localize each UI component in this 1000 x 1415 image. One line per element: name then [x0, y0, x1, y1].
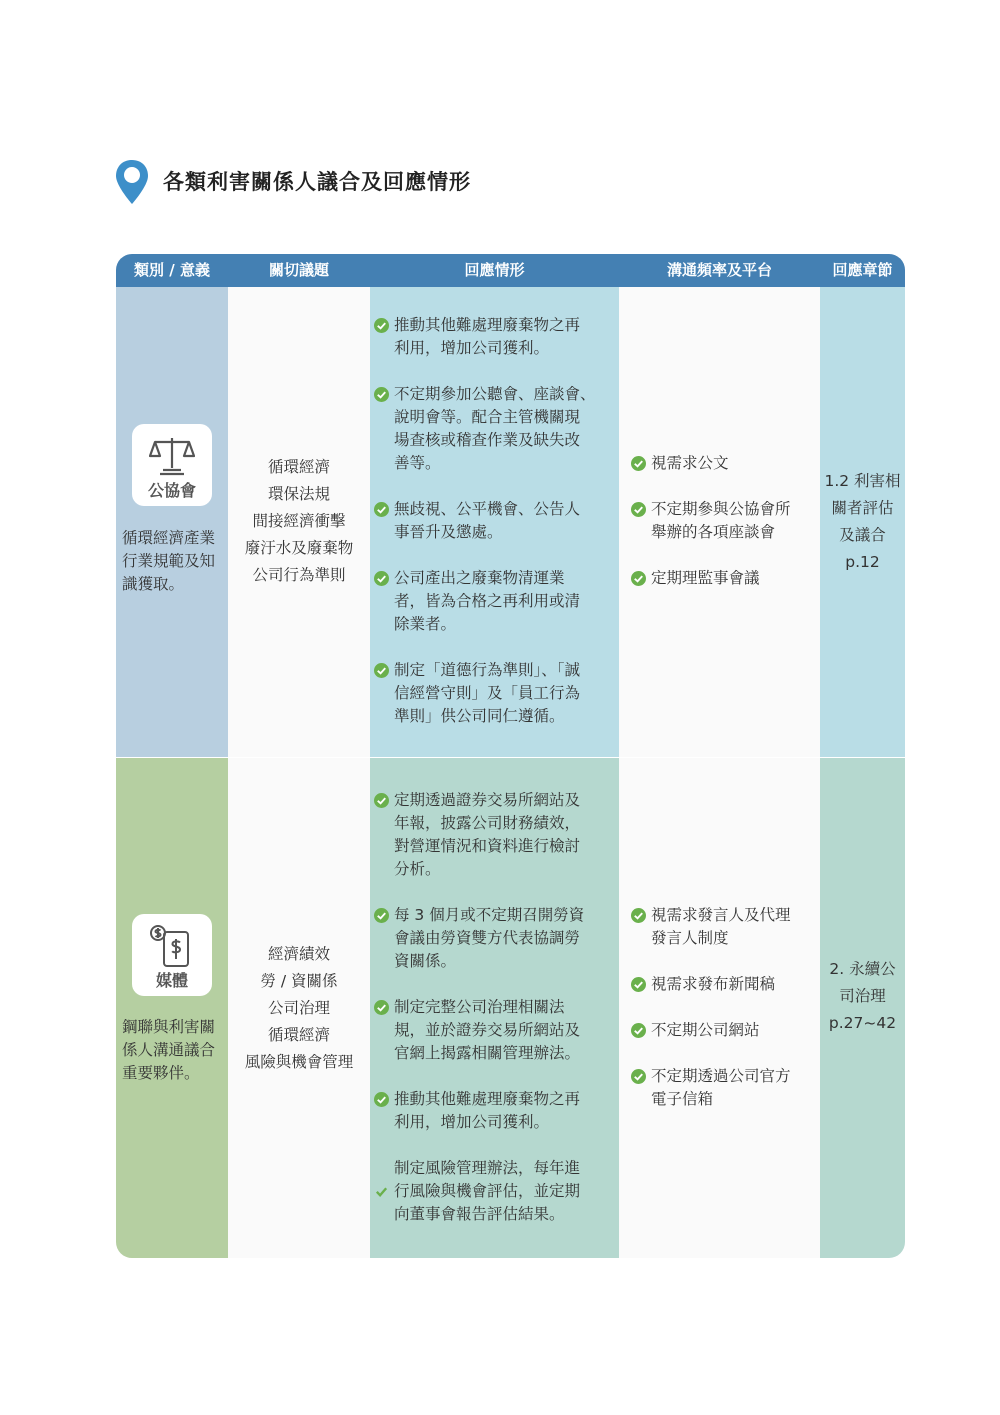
check-icon: [374, 793, 389, 808]
chapter-line: 司治理: [839, 987, 886, 1005]
check-icon: [374, 1092, 389, 1107]
platform-line: 視需求發布新聞稿: [651, 975, 776, 993]
check-icon: [631, 977, 646, 992]
response-line: 會議由勞資雙方代表協調勞: [394, 929, 581, 947]
response-line: 制定「道德行為準則」、「誠: [394, 661, 581, 679]
table-header: [116, 254, 905, 287]
response-line: 利用，增加公司獲利。: [394, 1113, 550, 1131]
response-line: 事晉升及懲處。: [394, 523, 503, 541]
platform-line: 不定期透過公司官方: [651, 1067, 791, 1085]
header-issues: 關切議題: [268, 261, 329, 279]
scale-icon: [149, 434, 195, 476]
category-badge: [132, 914, 212, 996]
category-meaning: [122, 1016, 228, 1085]
issues-cell: [228, 287, 370, 757]
issue-item: 經濟績效: [267, 945, 330, 963]
chapter-line: 1.2 利害相: [824, 472, 901, 490]
response-line: 推動其他難處理廢棄物之再: [394, 1090, 581, 1108]
response-line: 對營運情況和資料進行檢討: [394, 837, 581, 855]
check-icon: [631, 502, 646, 517]
platform-line: 舉辦的各項座談會: [651, 523, 776, 541]
response-line: 年報，披露公司財務績效，: [394, 814, 581, 832]
response-line: 利用，增加公司獲利。: [394, 339, 550, 357]
category-cell: [116, 758, 228, 1258]
platform-line: 定期理監事會議: [651, 569, 760, 587]
response-line: 制定完整公司治理相關法: [394, 998, 565, 1016]
header-category: 類別 / 意義: [134, 261, 210, 279]
response-line: 每 3 個月或不定期召開勞資: [394, 906, 585, 924]
stakeholder-table: [116, 254, 905, 1258]
response-line: 官網上揭露相關管理辦法。: [394, 1044, 581, 1062]
check-icon: [631, 1069, 646, 1084]
response-line: 無歧視、公平機會、公告人: [394, 500, 581, 518]
platform-line: 不定期公司網站: [651, 1021, 760, 1039]
response-line: 制定風險管理辦法，每年進: [394, 1159, 581, 1177]
category-label: 公協會: [147, 481, 196, 500]
response-cell: [370, 758, 619, 1258]
chapter-ref: [820, 468, 905, 576]
meaning-line: 行業規範及知: [122, 552, 216, 570]
platform-line: 視需求發言人及代理: [651, 906, 791, 924]
issues-list: [228, 941, 370, 1076]
issue-item: 循環經濟: [267, 458, 330, 476]
issue-item: 間接經濟衝擊: [252, 512, 346, 530]
response-line: 信經營守則」及「員工行為: [394, 684, 581, 702]
response-line: 分析。: [394, 860, 441, 878]
check-icon: [374, 1184, 389, 1199]
response-line: 說明會等。配合主管機關現: [394, 408, 581, 426]
chapter-line: 及議合: [839, 526, 886, 544]
issue-item: 公司行為準則: [252, 566, 346, 584]
platform-line: 不定期參與公協會所: [651, 500, 791, 518]
phone-money-icon: [149, 924, 195, 968]
meaning-line: 鋼聯與利害關: [122, 1018, 216, 1036]
issues-cell: [228, 758, 370, 1258]
issues-list: [228, 454, 370, 589]
response-line: 準則」供公司同仁遵循。: [394, 707, 565, 725]
issue-item: 環保法規: [267, 485, 330, 503]
check-icon: [374, 908, 389, 923]
check-icon: [374, 1000, 389, 1015]
platform-line: 視需求公文: [651, 454, 729, 472]
response-line: 規，並於證券交易所網站及: [394, 1021, 581, 1039]
chapter-line: p.12: [845, 553, 880, 571]
location-pin-icon: [114, 158, 150, 206]
response-line: 除業者。: [394, 615, 457, 633]
meaning-line: 重要夥伴。: [122, 1064, 200, 1082]
response-line: 不定期參加公聽會、座談會、: [394, 385, 596, 403]
response-line: 行風險與機會評估，並定期: [394, 1182, 581, 1200]
chapter-ref: [820, 956, 905, 1037]
meaning-line: 識獲取。: [122, 575, 185, 593]
check-icon: [631, 456, 646, 471]
category-cell: [116, 287, 228, 757]
check-icon: [631, 1023, 646, 1038]
chapter-cell: [820, 758, 905, 1258]
platform-line: 電子信箱: [651, 1090, 714, 1108]
response-line: 推動其他難處理廢棄物之再: [394, 316, 581, 334]
check-icon: [374, 663, 389, 678]
category-badge: [132, 424, 212, 506]
category-label: 媒體: [155, 971, 188, 990]
check-icon: [374, 502, 389, 517]
row-divider: [116, 757, 905, 758]
platform-cell: [619, 287, 820, 757]
check-icon: [631, 908, 646, 923]
chapter-line: p.27~42: [828, 1014, 897, 1032]
check-icon: [374, 571, 389, 586]
response-line: 公司產出之廢棄物清運業: [394, 569, 565, 587]
issue-item: 循環經濟: [267, 1026, 330, 1044]
page-title: 各類利害關係人議合及回應情形: [163, 170, 471, 194]
check-icon: [374, 318, 389, 333]
issue-item: 風險與機會管理: [244, 1053, 354, 1071]
header-response: 回應情形: [464, 261, 525, 279]
response-line: 資關係。: [394, 952, 457, 970]
issue-item: 廢汙水及廢棄物: [244, 539, 354, 557]
platform-line: 發言人制度: [651, 929, 729, 947]
platform-cell: [619, 758, 820, 1258]
issue-item: 勞 / 資關係: [260, 972, 338, 990]
chapter-line: 關者評估: [831, 499, 894, 517]
response-cell: [370, 287, 619, 757]
category-meaning: [122, 527, 228, 596]
issue-item: 公司治理: [267, 999, 330, 1017]
meaning-line: 係人溝通議合: [122, 1041, 216, 1059]
response-line: 定期透過證券交易所網站及: [394, 791, 581, 809]
check-icon: [374, 387, 389, 402]
response-line: 向董事會報告評估結果。: [394, 1205, 565, 1223]
meaning-line: 循環經濟產業: [122, 529, 216, 547]
chapter-line: 2. 永續公: [829, 960, 896, 978]
chapter-cell: [820, 287, 905, 757]
response-line: 善等。: [394, 454, 441, 472]
header-chapter: 回應章節: [832, 261, 893, 279]
header-platform: 溝通頻率及平台: [666, 261, 772, 279]
response-line: 者，皆為合格之再利用或清: [394, 592, 581, 610]
check-icon: [631, 571, 646, 586]
response-line: 場查核或稽查作業及缺失改: [394, 431, 581, 449]
